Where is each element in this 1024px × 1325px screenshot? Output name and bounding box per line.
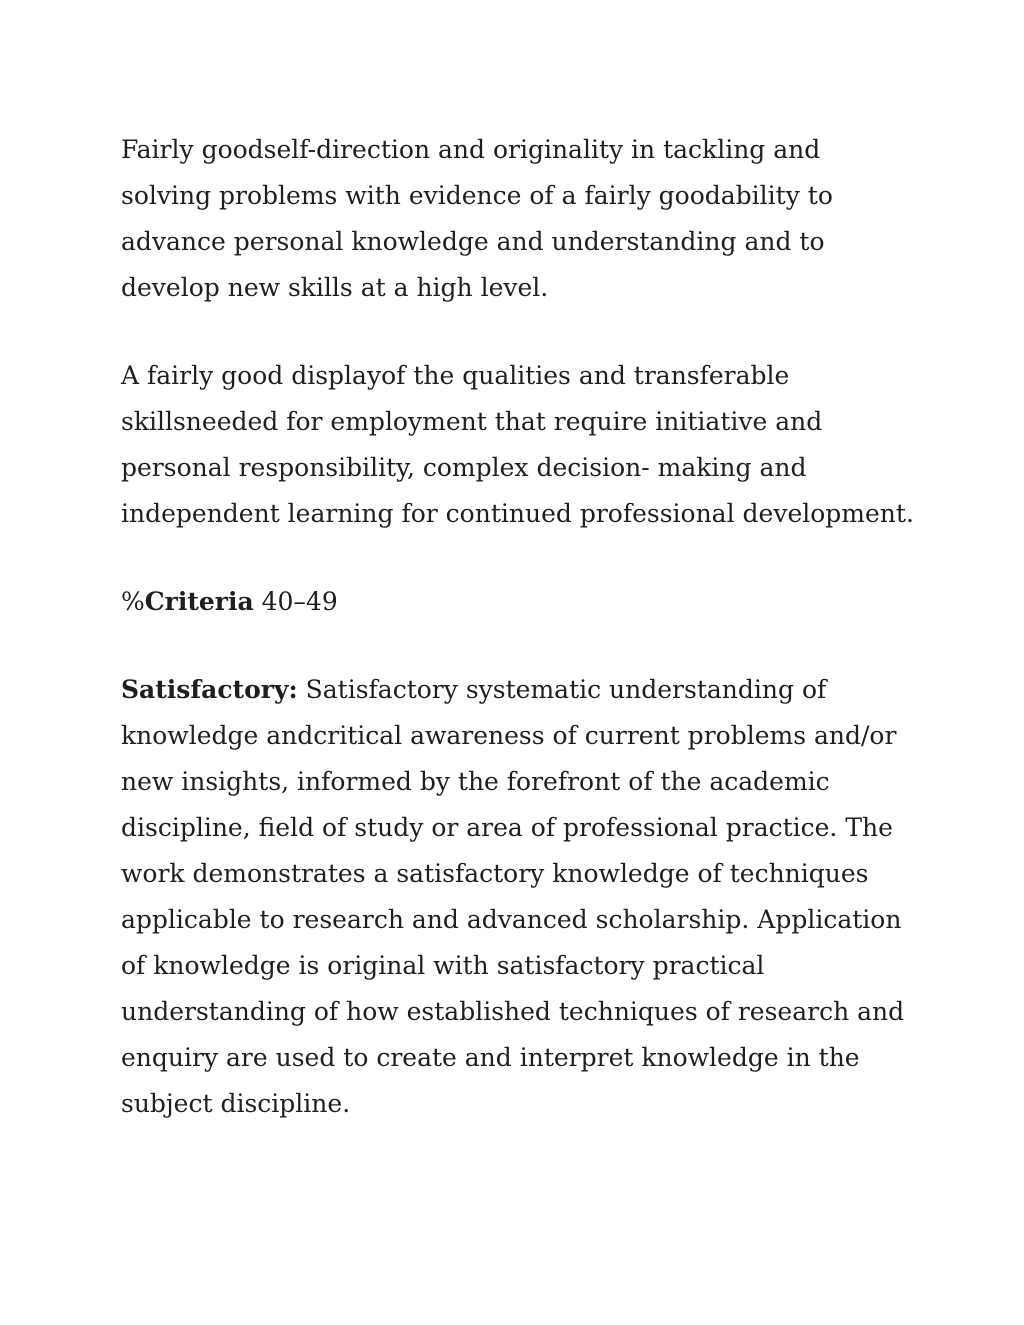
satisfactory-label: Satisfactory: [121,675,298,704]
text-line: of knowledge is original with satisfactory practical [121,951,765,980]
text-line: knowledge andcritical awareness of current problems and/or [121,721,897,750]
text-line: discipline, field of study or area of professional practice. The [121,813,893,842]
text-line: Fairly goodself-direction and originality in tackling and [121,135,821,164]
text-line: independent learning for continued professional development. [121,499,914,528]
text-line: new insights, informed by the forefront of the academic [121,767,830,796]
text-line [121,667,921,713]
text-line: understanding of how established techniques of research and [121,997,905,1026]
paragraph-transferable-skills [121,353,921,537]
text-line: subject discipline. [121,1089,351,1118]
criteria-line [121,579,921,625]
text-line: A fairly good displayof the qualities and transferable [121,361,790,390]
criteria-prefix: % [121,587,145,616]
satisfactory-first-line: Satisfactory systematic understanding of [297,675,827,704]
text-line: applicable to research and advanced scholarship. Application [121,905,902,934]
text-line: advance personal knowledge and understanding and to [121,227,825,256]
paragraph-self-direction [121,127,921,311]
text-line: enquiry are used to create and interpret knowledge in the [121,1043,860,1072]
document-page [121,127,921,1169]
criteria-label: Criteria [144,587,254,616]
text-line: personal responsibility, complex decision- making and [121,453,807,482]
criteria-range: 40–49 [253,587,338,616]
text-line: develop new skills at a high level. [121,273,549,302]
paragraph-satisfactory [121,667,921,1127]
text-line: skillsneeded for employment that require initiative and [121,407,823,436]
text-line: solving problems with evidence of a fairly goodability to [121,181,833,210]
criteria-heading [121,579,921,625]
text-line: work demonstrates a satisfactory knowledge of techniques [121,859,869,888]
